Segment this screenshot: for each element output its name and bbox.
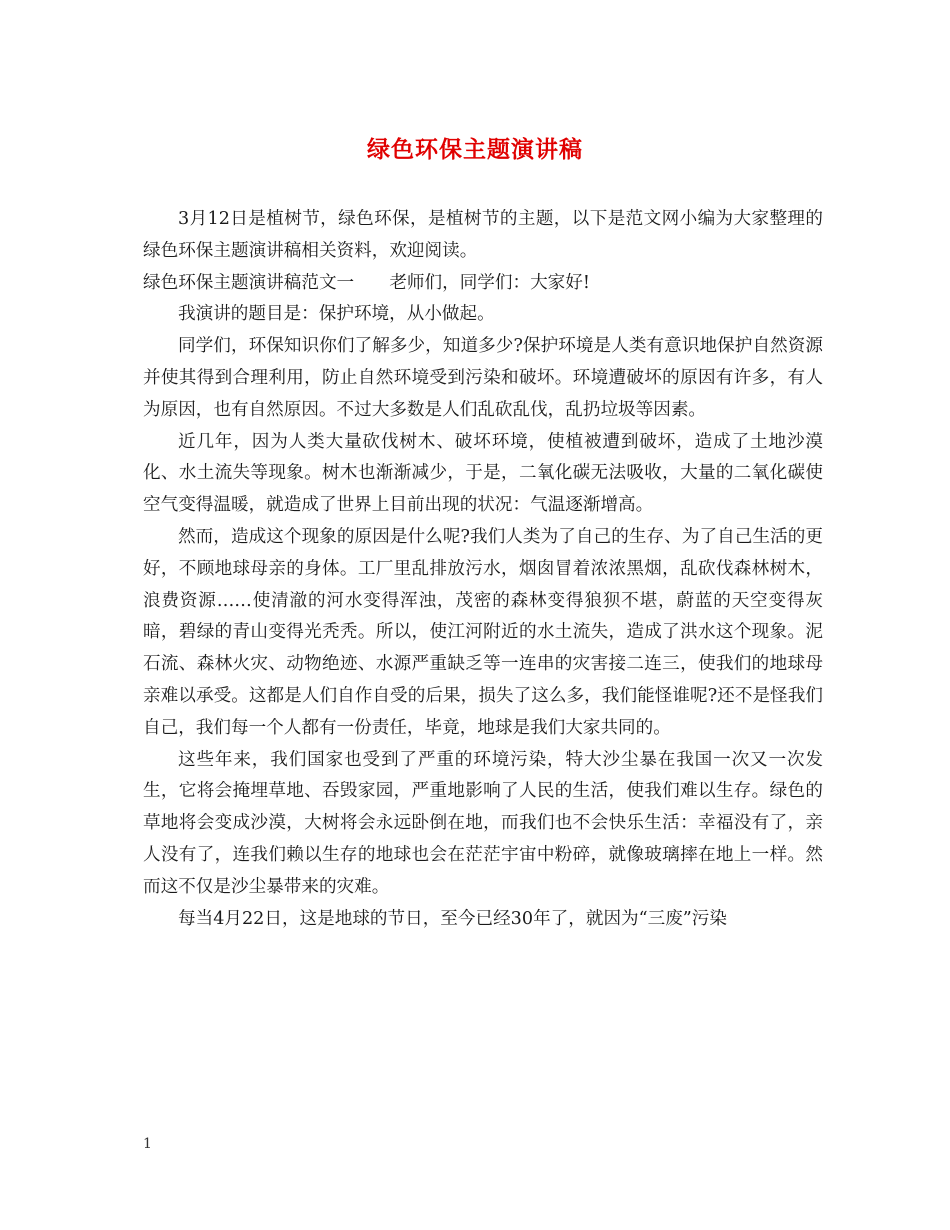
paragraph-intro: 3月12日是植树节，绿色环保，是植树节的主题，以下是范文网小编为大家整理的绿色环保主题演讲稿相关资料，欢迎阅读。 (143, 209, 823, 261)
paragraph: 近几年，因为人类大量砍伐树木、破坏环境，使植被遭到破坏，造成了土地沙漠化、水土流失等现象。树木也渐渐减少，于是，二氧化碳无法吸收，大量的二氧化碳使空气变得温暖，就造成了世界上目前出现的状况：气温逐渐增高。 (143, 431, 823, 516)
page-number: 1 (143, 1136, 152, 1152)
paragraph: 每当4月22日，这是地球的节日，至今已经30年了，就因为“三废”污染 (178, 908, 727, 929)
paragraph: 同学们，环保知识你们了解多少，知道多少?保护环境是人类有意识地保护自然资源并使其得到合理利用，防止自然环境受到污染和破坏。环境遭破坏的原因有许多，有人为原因，也有自然原因。不过大多数是人们乱砍乱伐，乱扔垃圾等因素。 (143, 336, 823, 420)
paragraph: 然而，造成这个现象的原因是什么呢?我们人类为了自己的生存、为了自己生活的更好，不顾地球母亲的身体。工厂里乱排放污水，烟囱冒着浓浓黑烟，乱砍伐森林树木，浪费资源……使清澈的河水变得浑浊，茂密的森林变得狼狈不堪，蔚蓝的天空变得灰暗，碧绿的青山变得光秃秃。所以，使江河附近的水土流失，造成了洪水这个现象。泥石流、森林火灾、动物绝迹、水源严重缺乏等一连串的灾害接二连三，使我们的地球母亲难以承受。这都是人们自作自受的后果，损失了这么多，我们能怪谁呢?还不是怪我们自己，我们每一个人都有一份责任，毕竟，地球是我们大家共同的。 (143, 526, 823, 738)
paragraph-speech-topic: 我演讲的题目是：保护环境，从小做起。 (178, 304, 495, 325)
paragraph: 这些年来，我们国家也受到了严重的环境污染，特大沙尘暴在我国一次又一次发生，它将会掩埋草地、吞毁家园，严重地影响了人民的生活，使我们难以生存。绿色的草地将会变成沙漠，大树将会永远卧倒在地，而我们也不会快乐生活：幸福没有了，亲人没有了，连我们赖以生存的地球也会在茫茫宇宙中粉碎，就像玻璃摔在地上一样。然而这不仅是沙尘暴带来的灾难。 (143, 749, 823, 897)
paragraph-speech-heading: 绿色环保主题演讲稿范文一 老师们，同学们：大家好! (143, 272, 590, 293)
document-title: 绿色环保主题演讲稿 (367, 137, 583, 163)
document-body (143, 204, 823, 935)
